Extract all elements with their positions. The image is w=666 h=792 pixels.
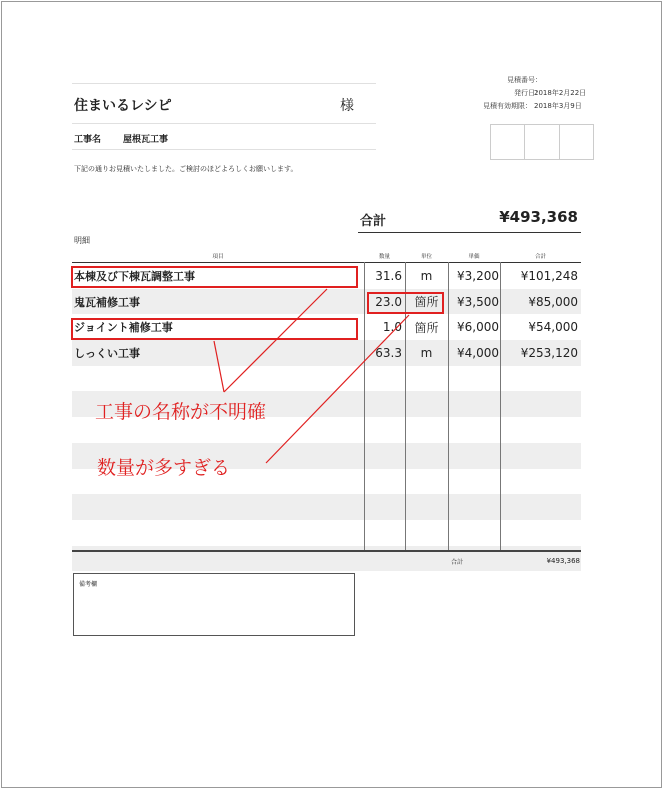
subtotal-value: ¥493,368 <box>546 557 580 565</box>
greeting-text: 下記の通りお見積いたしました。ご検討のほどよろしくお願いします。 <box>74 165 298 173</box>
total-value: ¥493,368 <box>499 208 578 226</box>
item-amount: ¥101,248 <box>520 268 578 283</box>
issue-date-label: 発行日： <box>514 89 542 97</box>
item-amount: ¥85,000 <box>528 294 578 309</box>
item-price: ¥3,500 <box>457 294 499 309</box>
item-name: 鬼瓦補修工事 <box>74 295 140 309</box>
callout-line <box>266 315 409 463</box>
item-unit: m <box>420 268 433 283</box>
total-label: 合計 <box>360 214 387 229</box>
header-price: 単価 <box>468 254 480 260</box>
item-name: しっくい工事 <box>74 346 140 360</box>
item-amount: ¥253,120 <box>520 345 578 360</box>
item-qty: 1.0 <box>382 320 402 335</box>
valid-until-date: 2018年3月9日 <box>534 102 582 110</box>
item-name: 本棟及び下棟瓦調整工事 <box>74 269 195 283</box>
header-amount: 合計 <box>534 254 546 260</box>
item-unit: 箇所 <box>414 320 439 335</box>
item-unit: 箇所 <box>414 295 439 310</box>
item-name: ジョイント補修工事 <box>74 321 173 335</box>
item-qty: 23.0 <box>375 294 402 309</box>
valid-until-label: 見積有効期限： <box>483 102 532 110</box>
item-price: ¥6,000 <box>457 320 499 335</box>
issue-date: 2018年2月22日 <box>534 89 587 97</box>
section-label: 明細 <box>74 236 90 245</box>
annotation-name-unclear: 工事の名称が不明確 <box>95 401 267 423</box>
header-qty: 数量 <box>378 254 390 260</box>
item-qty: 31.6 <box>375 268 402 283</box>
honorific: 様 <box>340 98 354 114</box>
estimate-number-label: 見積番号： <box>507 76 542 84</box>
item-unit: m <box>420 345 433 360</box>
item-amount: ¥54,000 <box>528 320 578 335</box>
item-price: ¥3,200 <box>457 268 499 283</box>
callout-line <box>214 341 224 392</box>
remarks-label: 備考欄 <box>79 581 98 588</box>
annotation-qty-too-much: 数量が多すぎる <box>97 457 231 479</box>
item-qty: 63.3 <box>375 345 402 360</box>
project-name: 屋根瓦工事 <box>123 135 169 145</box>
callout-line <box>224 289 327 392</box>
subtotal-label: 合計 <box>451 559 464 566</box>
project-label: 工事名 <box>74 135 102 145</box>
header-unit: 単位 <box>420 254 432 260</box>
header-item: 項目 <box>212 254 224 260</box>
company-name: 住まいるレシピ <box>74 98 172 114</box>
item-price: ¥4,000 <box>457 345 499 360</box>
